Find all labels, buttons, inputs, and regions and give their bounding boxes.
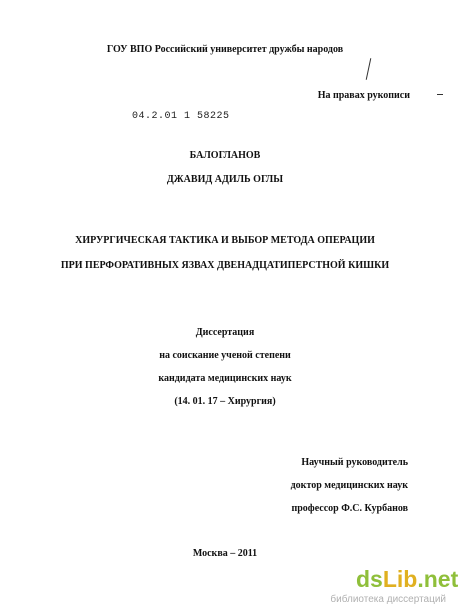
author-surname: БАЛОГЛАНОВ [189,150,261,161]
watermark-logo: dsLib.net [356,566,458,592]
watermark-subtitle: библиотека диссертаций [330,594,446,605]
supervisor-label: Научный руководитель [301,457,408,468]
registration-stamp: 04.2.01 1 58225 [132,111,230,122]
city-year: Москва – 2011 [192,548,258,559]
supervisor-degree: доктор медицинских наук [290,480,408,491]
degree-line: на соискание ученой степени [159,350,291,361]
dslib-watermark [330,566,458,612]
specialty-code: (14. 01. 17 – Хирургия) [174,396,276,407]
degree-field: кандидата медицинских наук [158,373,292,384]
document-type: Диссертация [195,327,255,338]
thesis-title-line-1: ХИРУРГИЧЕСКАЯ ТАКТИКА И ВЫБОР МЕТОДА ОПЕРАЦИИ [75,235,375,246]
scan-mark [366,58,372,80]
scan-mark [437,94,443,95]
university-name: ГОУ ВПО Российский университет дружбы народов [106,44,344,55]
manuscript-rights-note: На правах рукописи [317,90,410,101]
author-given-names: ДЖАВИД АДИЛЬ ОГЛЫ [166,174,284,185]
supervisor-name: профессор Ф.С. Курбанов [291,503,408,514]
thesis-title-line-2: ПРИ ПЕРФОРАТИВНЫХ ЯЗВАХ ДВЕНАДЦАТИПЕРСТНОЙ КИШКИ [60,260,390,271]
